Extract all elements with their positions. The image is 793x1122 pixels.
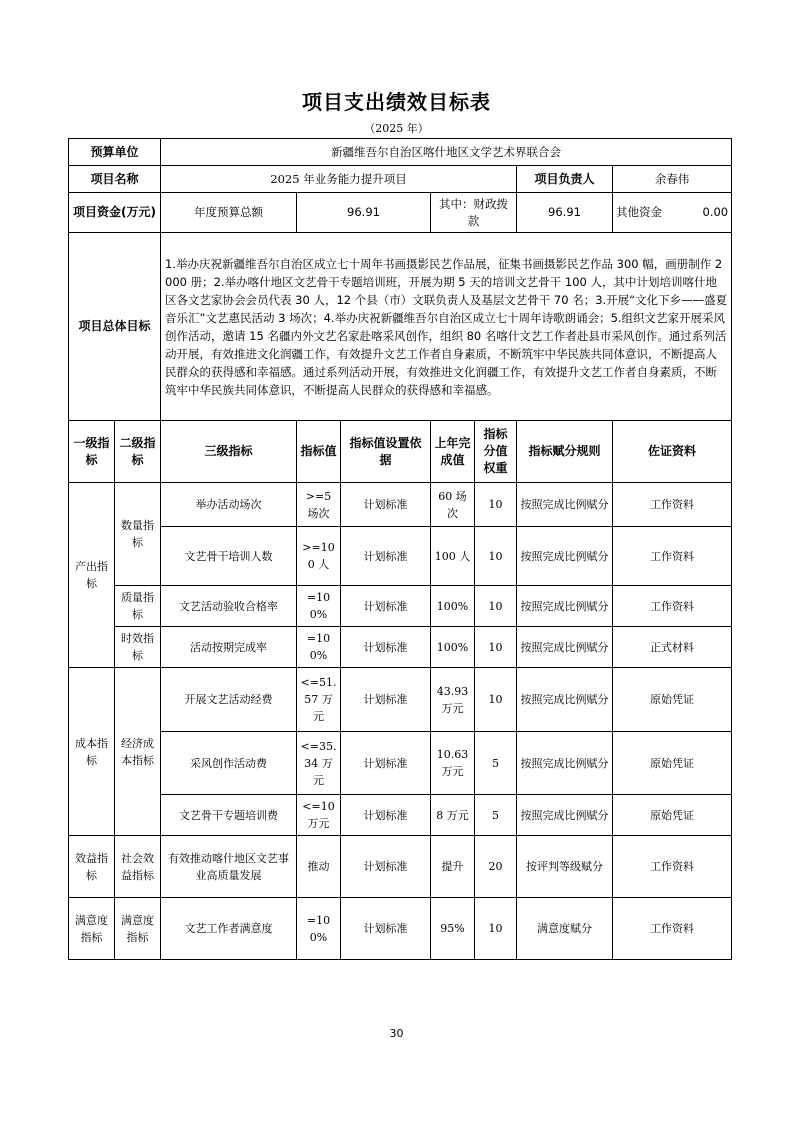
indicator-basis: 计划标准 xyxy=(341,836,431,898)
table-row xyxy=(69,483,732,527)
indicator-weight: 10 xyxy=(475,627,517,668)
overall-goal-text: 1.举办庆祝新疆维吾尔自治区成立七十周年书画摄影民艺作品展，征集书画摄影民艺作品 300 幅，画册制作 2000 册；2.举办喀什地区文艺骨干专题培训班，开展为期 5 天的培训文艺骨干 100 人，其中计划培训喀什地区各文艺家协会会员代表 30 人，12 个县（市）文联负责人及基层文艺骨干 70 名；3.开展“文化下乡——盛夏音乐汇”文艺惠民活动 3 场次；4.举办庆祝新疆维吾尔自治区成立七十周年诗歌朗诵会；5.组织文艺家开展采风创作活动，邀请 15 名疆内外文艺名家赴喀采风创作，组织 80 名喀什文艺工作者赴县市采风创作。通过系列活动开展，有效推进文化润疆工作，有效提升文艺工作者自身素质，不断筑牢中华民族共同体意识，不断提高人民群众的获得感和幸福感。通过系列活动开展，有效推进文化润疆工作，有效提升文艺工作者自身素质，不断筑牢中华民族共同体意识，不断提高人民群众的获得感和幸福感。 xyxy=(161,233,732,421)
indicator-basis: 计划标准 xyxy=(341,527,431,586)
indicator-header-row xyxy=(69,421,732,483)
header-basis: 指标值设置依据 xyxy=(341,421,431,483)
project-name-label: 项目名称 xyxy=(69,166,161,193)
indicator-value: =100% xyxy=(297,627,341,668)
indicator-rule: 按照完成比例赋分 xyxy=(517,527,613,586)
indicator-name: 开展文艺活动经费 xyxy=(161,668,297,732)
page-number: 30 xyxy=(389,1027,404,1040)
table-row xyxy=(69,898,732,960)
indicator-value: >=100 人 xyxy=(297,527,341,586)
group-satisfaction: 满意度指标 xyxy=(69,898,115,960)
indicator-evidence: 工作资料 xyxy=(613,527,732,586)
header-prev: 上年完成值 xyxy=(431,421,475,483)
funding-row xyxy=(69,193,732,233)
indicator-rule: 按照完成比例赋分 xyxy=(517,668,613,732)
indicator-name: 举办活动场次 xyxy=(161,483,297,527)
indicator-rule: 满意度赋分 xyxy=(517,898,613,960)
indicator-evidence: 原始凭证 xyxy=(613,668,732,732)
header-evidence: 佐证资料 xyxy=(613,421,732,483)
table-row xyxy=(69,795,732,836)
budget-unit-value: 新疆维吾尔自治区喀什地区文学艺术界联合会 xyxy=(161,139,732,166)
budget-unit-row xyxy=(69,139,732,166)
indicator-evidence: 工作资料 xyxy=(613,586,732,627)
indicator-prev: 10.63 万元 xyxy=(431,732,475,795)
indicator-name: 文艺骨干专题培训费 xyxy=(161,795,297,836)
indicator-value: <=51.57 万元 xyxy=(297,668,341,732)
group-cost: 成本指标 xyxy=(69,668,115,836)
group-economic: 经济成本指标 xyxy=(115,668,161,836)
indicator-basis: 计划标准 xyxy=(341,668,431,732)
group-quantity: 数量指标 xyxy=(115,483,161,586)
group-quality: 质量指标 xyxy=(115,586,161,627)
other-funds-value xyxy=(613,193,732,233)
indicator-name: 活动按期完成率 xyxy=(161,627,297,668)
indicator-prev: 提升 xyxy=(431,836,475,898)
performance-table xyxy=(68,138,732,960)
indicator-weight: 10 xyxy=(475,898,517,960)
group-timeliness: 时效指标 xyxy=(115,627,161,668)
indicator-prev: 8 万元 xyxy=(431,795,475,836)
indicator-weight: 10 xyxy=(475,483,517,527)
header-level2: 二级指标 xyxy=(115,421,161,483)
indicator-value: =100% xyxy=(297,586,341,627)
header-weight: 指标分值权重 xyxy=(475,421,517,483)
indicator-rule: 按照完成比例赋分 xyxy=(517,795,613,836)
indicator-evidence: 工作资料 xyxy=(613,898,732,960)
fiscal-value: 96.91 xyxy=(517,193,613,233)
indicator-rule: 按照完成比例赋分 xyxy=(517,732,613,795)
funding-label: 项目资金(万元) xyxy=(69,193,161,233)
indicator-evidence: 原始凭证 xyxy=(613,795,732,836)
indicator-value: =100% xyxy=(297,898,341,960)
overall-goal-label: 项目总体目标 xyxy=(69,233,161,421)
table-row xyxy=(69,586,732,627)
header-level3: 三级指标 xyxy=(161,421,297,483)
indicator-value: 推动 xyxy=(297,836,341,898)
table-row xyxy=(69,836,732,898)
indicator-evidence: 工作资料 xyxy=(613,836,732,898)
group-benefit: 效益指标 xyxy=(69,836,115,898)
other-funds-label: 其他资金 xyxy=(616,205,663,219)
indicator-weight: 10 xyxy=(475,586,517,627)
indicator-basis: 计划标准 xyxy=(341,732,431,795)
overall-goal-row xyxy=(69,233,732,421)
page-title: 项目支出绩效目标表 xyxy=(302,90,491,114)
project-name-value: 2025 年业务能力提升项目 xyxy=(161,166,517,193)
budget-unit-label: 预算单位 xyxy=(69,139,161,166)
project-owner-label: 项目负责人 xyxy=(517,166,613,193)
indicator-name: 文艺活动验收合格率 xyxy=(161,586,297,627)
header-value: 指标值 xyxy=(297,421,341,483)
indicator-evidence: 原始凭证 xyxy=(613,732,732,795)
indicator-value: <=35.34 万元 xyxy=(297,732,341,795)
indicator-weight: 5 xyxy=(475,732,517,795)
indicator-weight: 10 xyxy=(475,527,517,586)
indicator-prev: 43.93 万元 xyxy=(431,668,475,732)
table-row xyxy=(69,732,732,795)
indicator-basis: 计划标准 xyxy=(341,627,431,668)
annual-total-label: 年度预算总额 xyxy=(161,193,297,233)
group-social: 社会效益指标 xyxy=(115,836,161,898)
other-funds-amount: 0.00 xyxy=(702,205,729,219)
indicator-prev: 95% xyxy=(431,898,475,960)
indicator-rule: 按照完成比例赋分 xyxy=(517,627,613,668)
indicator-basis: 计划标准 xyxy=(341,483,431,527)
indicator-prev: 100% xyxy=(431,586,475,627)
header-level1: 一级指标 xyxy=(69,421,115,483)
indicator-rule: 按照完成比例赋分 xyxy=(517,586,613,627)
annual-total-value: 96.91 xyxy=(297,193,431,233)
indicator-value: <=10 万元 xyxy=(297,795,341,836)
indicator-basis: 计划标准 xyxy=(341,795,431,836)
indicator-prev: 100% xyxy=(431,627,475,668)
indicator-evidence: 正式材料 xyxy=(613,627,732,668)
project-name-row xyxy=(69,166,732,193)
table-row xyxy=(69,668,732,732)
table-row xyxy=(69,627,732,668)
indicator-weight: 20 xyxy=(475,836,517,898)
indicator-evidence: 工作资料 xyxy=(613,483,732,527)
indicator-name: 文艺工作者满意度 xyxy=(161,898,297,960)
indicator-weight: 5 xyxy=(475,795,517,836)
group-output: 产出指标 xyxy=(69,483,115,668)
group-satisfaction-sub: 满意度指标 xyxy=(115,898,161,960)
indicator-value: >=5 场次 xyxy=(297,483,341,527)
indicator-name: 采风创作活动费 xyxy=(161,732,297,795)
indicator-name: 有效推动喀什地区文艺事业高质量发展 xyxy=(161,836,297,898)
indicator-name: 文艺骨干培训人数 xyxy=(161,527,297,586)
project-owner-value: 余春伟 xyxy=(613,166,732,193)
indicator-prev: 100 人 xyxy=(431,527,475,586)
indicator-rule: 按评判等级赋分 xyxy=(517,836,613,898)
indicator-basis: 计划标准 xyxy=(341,586,431,627)
indicator-prev: 60 场次 xyxy=(431,483,475,527)
indicator-basis: 计划标准 xyxy=(341,898,431,960)
fiscal-label: 其中：财政拨款 xyxy=(431,193,517,233)
year-label: （2025 年） xyxy=(364,122,429,135)
header-rule: 指标赋分规则 xyxy=(517,421,613,483)
indicator-rule: 按照完成比例赋分 xyxy=(517,483,613,527)
indicator-weight: 10 xyxy=(475,668,517,732)
table-row xyxy=(69,527,732,586)
